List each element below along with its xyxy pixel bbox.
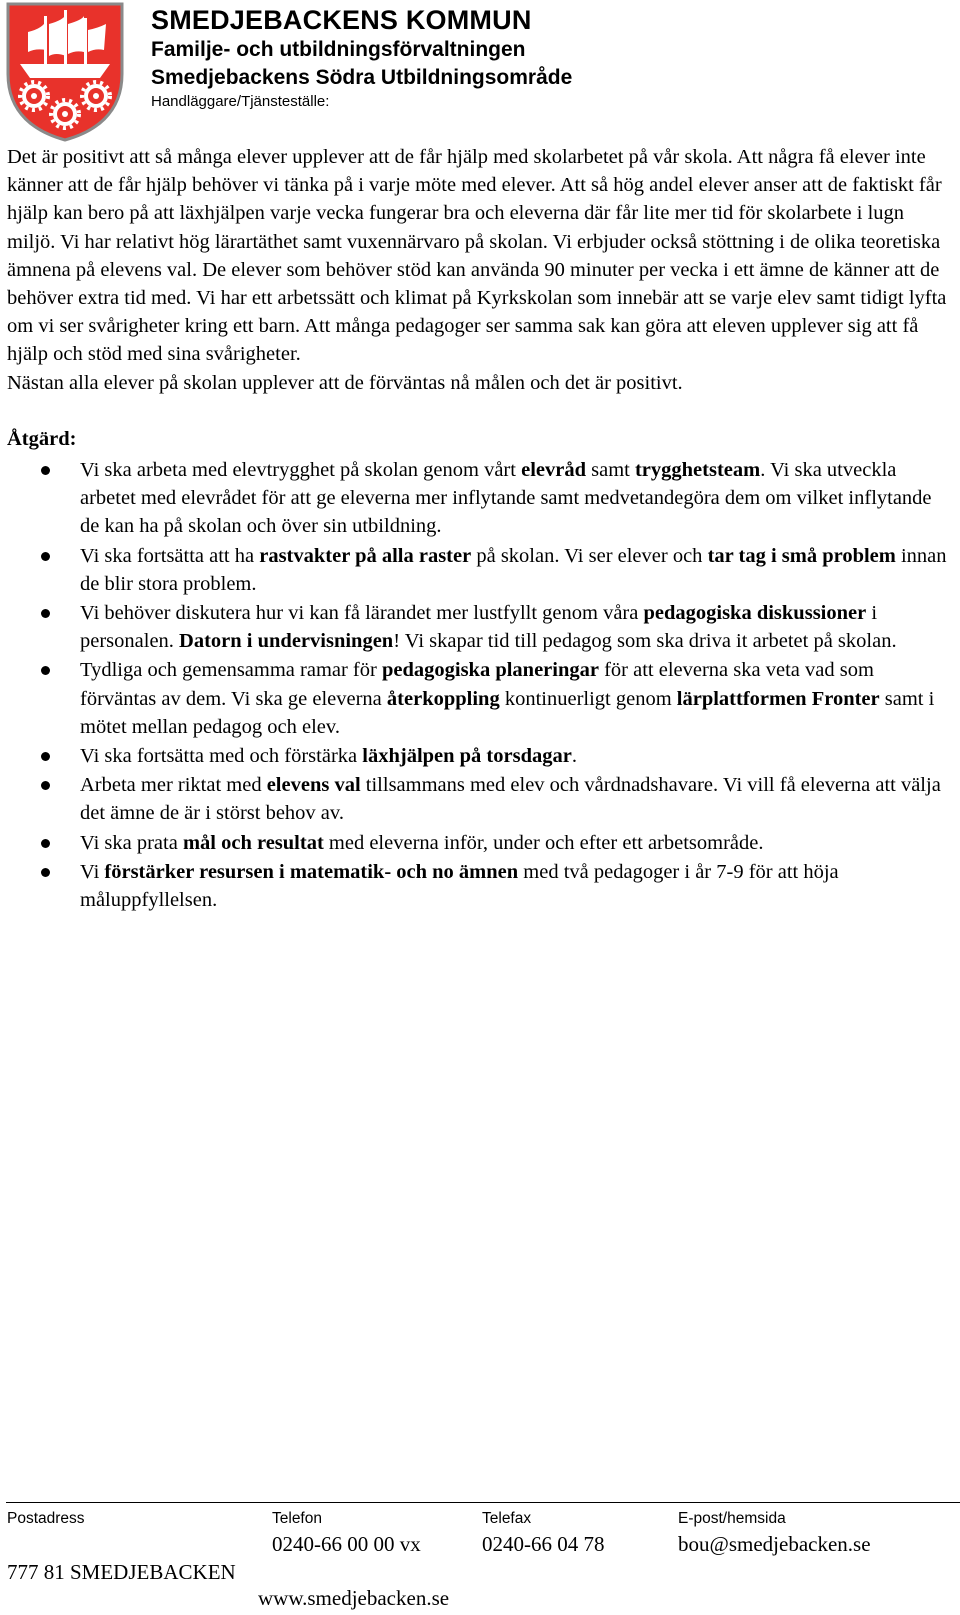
- item-text: Arbeta mer riktat med: [80, 774, 267, 797]
- telefax-label: Telefax: [482, 1510, 532, 1527]
- item-text: Vi behöver diskutera hur vi kan få lärandet mer lustfyllt genom våra: [80, 602, 644, 625]
- item-text: Vi ska prata: [80, 831, 183, 854]
- emphasis-text: elevens val: [266, 774, 361, 797]
- item-text: ! Vi skapar tid till pedagog som ska driva it arbetet på skolan.: [393, 630, 897, 653]
- telefon-value: 0240-66 00 00 vx: [272, 1532, 421, 1556]
- emphasis-text: pedagogiska planeringar: [381, 659, 599, 682]
- intro-paragraph: Nästan alla elever på skolan upplever att de förväntas nå målen och det är positivt.: [7, 371, 683, 394]
- action-item: [7, 742, 953, 770]
- footer-divider: [6, 1502, 960, 1503]
- coat-of-arms-logo: [6, 2, 124, 142]
- emphasis-text: pedagogiska diskussioner: [643, 602, 867, 625]
- item-text: samt i mötet mellan pedagog och elev.: [80, 687, 935, 738]
- item-text: .: [571, 745, 577, 768]
- intro-paragraph: Det är positivt att så många elever upplever att de får hjälp med skolarbetet på vår skola. Att några få elever inte känner att de får hjälp behöver vi tänka på i varje möte med elever. Att så hög andel elever anser att de faktiskt får hjälp kan bero på att läxhjälpen varje vecka fungerar bra och eleverna där får lite mer tid för skolarbete i lugn miljö. Vi har relativt hög lärartäthet samt vuxennärvaro på skolan. Vi erbjuder också stöttning i de olika teoretiska ämnena på elevens val. De elever som behöver stöd kan använda 90 minuter per vecka i ett ämne de känner att de behöver extra tid med. Vi har ett arbetssätt och klimat på Kyrkskolan som innebär att se varje elev samt tidigt lyfta om vi ser svårigheter kring ett barn. Att många pedagoger ser samma sak kan göra att eleven upplever sig att få hjälp och stöd med sina svårigheter.: [7, 146, 947, 366]
- item-text: med eleverna inför, under och efter ett arbetsområde.: [323, 831, 764, 854]
- bullet-icon: [41, 868, 50, 877]
- letterhead: [151, 4, 572, 112]
- emphasis-text: elevråd: [521, 459, 586, 482]
- bullet-icon: [41, 839, 50, 848]
- department-name: Familje- och utbildningsförvaltningen: [151, 38, 526, 61]
- bullet-icon: [41, 552, 50, 561]
- emphasis-text: förstärker resursen i matematik- och no ämnen: [104, 860, 519, 883]
- emphasis-text: lärplattformen Fronter: [676, 687, 880, 710]
- email-link[interactable]: bou@smedjebacken.se: [678, 1532, 871, 1556]
- item-text: med två pedagoger i år 7-9 för att höja måluppfyllelsen.: [80, 860, 839, 912]
- item-text: . Vi ska utveckla arbetet med elevrådet för att ge eleverna mer inflytande samt medvetandegöra dem om vilket inflytande de kan ha på skolan och över sin utbildning.: [80, 459, 932, 538]
- bullet-icon: [41, 609, 50, 618]
- bullet-icon: [41, 666, 50, 675]
- bullet-icon: [41, 781, 50, 790]
- area-name: Smedjebackens Södra Utbildningsområde: [151, 66, 573, 89]
- emphasis-text: Datorn i undervisningen: [179, 630, 394, 653]
- action-item: [7, 771, 953, 827]
- epost-label: E-post/hemsida: [678, 1510, 786, 1527]
- item-text: Vi: [80, 860, 105, 883]
- action-item: [7, 456, 953, 541]
- section-heading: Åtgärd:: [7, 427, 77, 450]
- action-item: [7, 858, 953, 914]
- document-body: [7, 143, 953, 915]
- emphasis-text: tar tag i små problem: [707, 544, 896, 567]
- emphasis-text: återkoppling: [386, 687, 500, 710]
- postadress-value: 777 81 SMEDJEBACKEN: [7, 1560, 236, 1584]
- item-text: Tydliga och gemensamma ramar för: [80, 659, 382, 682]
- item-text: samt: [586, 459, 635, 482]
- emphasis-text: trygghetsteam: [634, 459, 761, 482]
- item-text: Vi ska fortsätta att ha: [80, 544, 260, 567]
- org-name: SMEDJEBACKENS KOMMUN: [151, 5, 532, 35]
- item-text: kontinuerligt genom: [499, 687, 677, 710]
- postadress-label: Postadress: [7, 1510, 85, 1527]
- item-text: Vi ska fortsätta med och förstärka: [80, 745, 363, 768]
- telefax-value: 0240-66 04 78: [482, 1532, 605, 1556]
- item-text: på skolan. Vi ser elever och: [471, 544, 708, 567]
- action-item: [7, 542, 953, 598]
- item-text: tillsammans med elev och vårdnadshavare. Vi vill få eleverna att välja det ämne de är i störst behov av.: [80, 774, 941, 825]
- item-text: Vi ska arbeta med elevtrygghet på skolan genom vårt: [80, 459, 522, 482]
- telefon-label: Telefon: [272, 1510, 322, 1527]
- emphasis-text: läxhjälpen på torsdagar: [362, 745, 572, 768]
- bullet-icon: [41, 752, 50, 761]
- action-item: [7, 829, 953, 857]
- action-list: [7, 456, 953, 914]
- action-item: [7, 656, 953, 741]
- website-link[interactable]: www.smedjebacken.se: [258, 1586, 450, 1610]
- item-text: för att eleverna ska veta vad som förväntas av dem. Vi ska ge eleverna: [80, 659, 874, 710]
- action-item: [7, 599, 953, 655]
- emphasis-text: mål och resultat: [182, 831, 324, 854]
- bullet-icon: [41, 466, 50, 475]
- handler-label: Handläggare/Tjänsteställe:: [151, 93, 330, 110]
- item-text: i personalen.: [80, 602, 878, 653]
- item-text: innan de blir stora problem.: [80, 544, 947, 595]
- emphasis-text: rastvakter på alla raster: [259, 544, 472, 567]
